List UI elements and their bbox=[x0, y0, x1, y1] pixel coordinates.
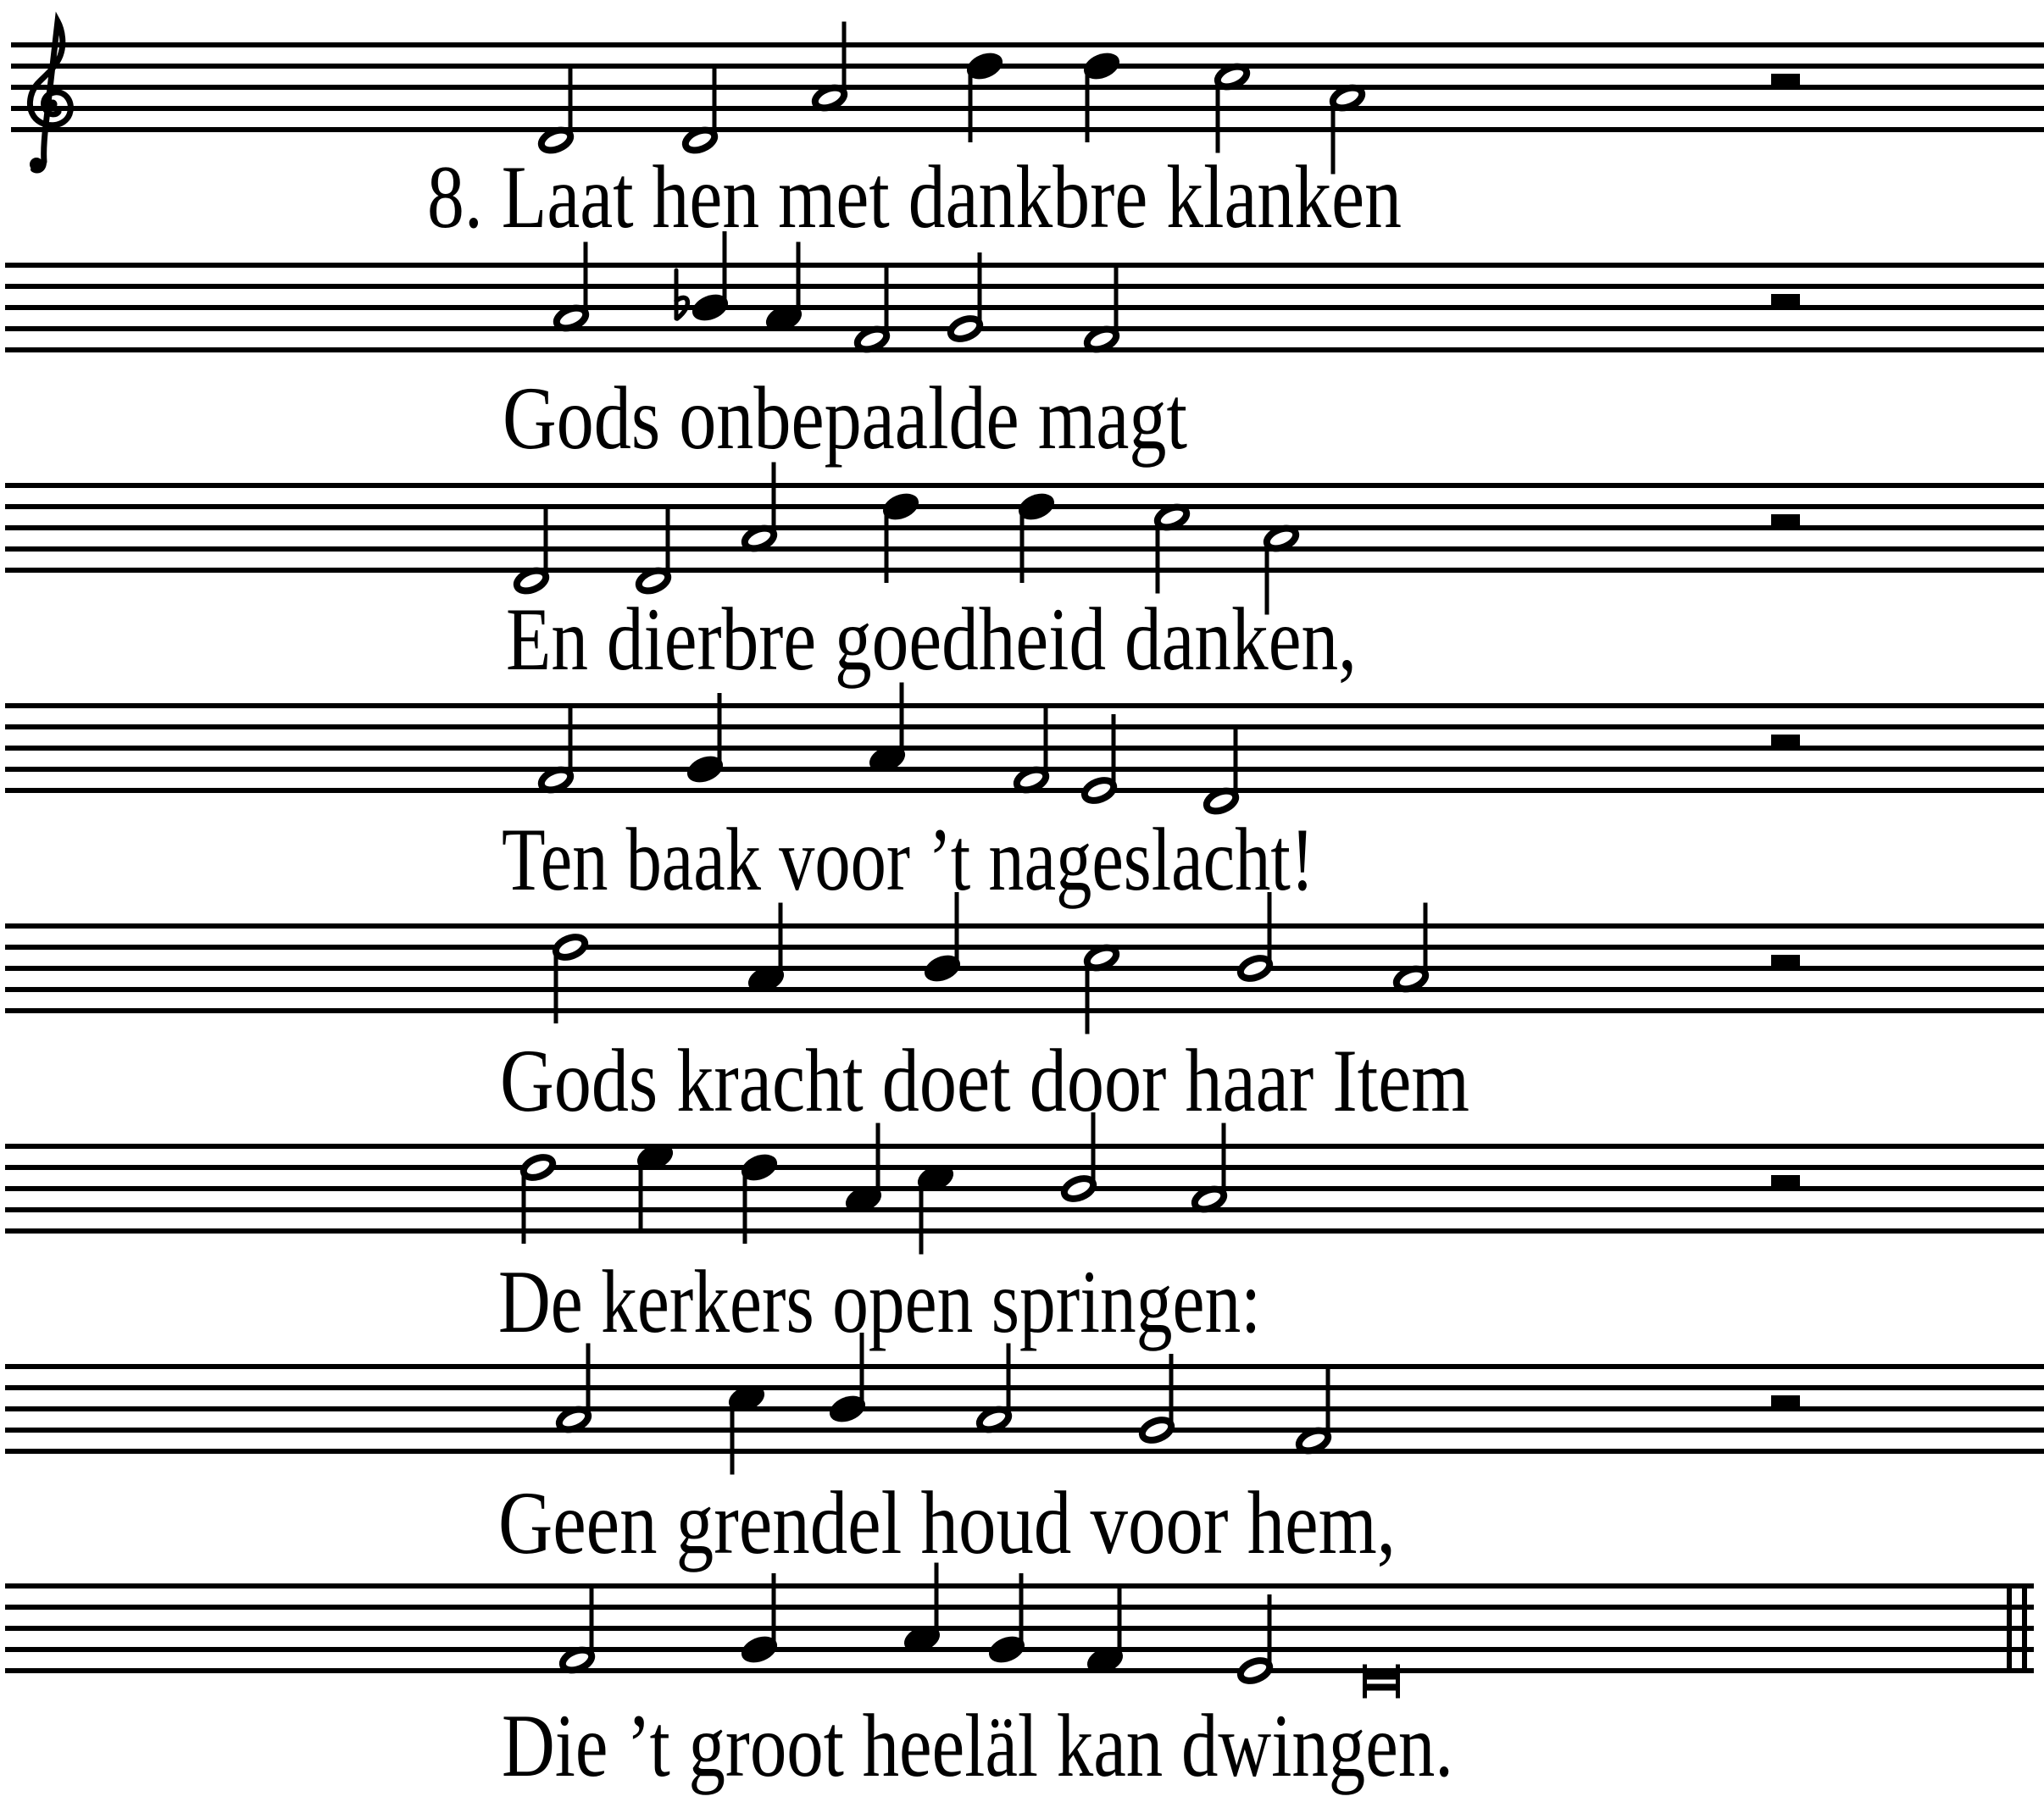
notehead bbox=[947, 315, 982, 343]
half-rest bbox=[1771, 294, 1800, 308]
lyric-line-7: Geen grendel houd voor hem, bbox=[498, 1473, 1396, 1572]
notehead bbox=[1237, 1657, 1272, 1685]
half-rest bbox=[1771, 735, 1800, 748]
half-rest bbox=[1771, 1395, 1800, 1409]
quarter-note bbox=[762, 242, 805, 336]
lyric-line-2: Gods onbepaalde magt bbox=[503, 369, 1187, 468]
quarter-note bbox=[914, 1160, 957, 1254]
lyric-line-3: En dierbre goedheid danken, bbox=[506, 590, 1357, 689]
notehead bbox=[1061, 1175, 1096, 1203]
quarter-note bbox=[841, 1123, 885, 1217]
lyric-line-1: 8. Laat hen met dankbre klanken bbox=[427, 147, 1402, 247]
notehead bbox=[553, 934, 587, 962]
half-rest bbox=[1771, 1175, 1800, 1189]
staff-system-4 bbox=[5, 683, 2044, 815]
quarter-note bbox=[900, 1563, 943, 1657]
lyric-line-5: Gods kracht doet door haar Item bbox=[500, 1031, 1469, 1130]
half-rest bbox=[1771, 514, 1800, 528]
staff-system-7 bbox=[5, 1333, 2044, 1475]
notehead bbox=[520, 1154, 555, 1182]
lyric-line-8: Die ’t groot heeläl kan dwingen. bbox=[502, 1696, 1453, 1795]
half-rest bbox=[1771, 955, 1800, 968]
staff-system-5 bbox=[5, 892, 2044, 1034]
staff-system-2 bbox=[5, 231, 2044, 353]
lyric-line-4: Ten baak voor ’t nageslacht! bbox=[502, 810, 1314, 909]
quarter-note bbox=[744, 903, 787, 997]
quarter-note bbox=[865, 683, 908, 777]
staff-system-8 bbox=[5, 1563, 2034, 1699]
lyric-line-6: De kerkers open springen: bbox=[498, 1252, 1261, 1351]
quarter-note bbox=[633, 1139, 676, 1233]
flat-accidental-icon bbox=[676, 270, 687, 319]
notehead bbox=[1081, 777, 1116, 805]
quarter-note bbox=[1083, 1584, 1126, 1678]
quarter-note bbox=[725, 1380, 768, 1474]
staff-system-6 bbox=[5, 1112, 2044, 1255]
half-rest bbox=[1771, 74, 1800, 87]
notehead bbox=[1139, 1417, 1174, 1444]
notehead bbox=[1237, 955, 1272, 983]
